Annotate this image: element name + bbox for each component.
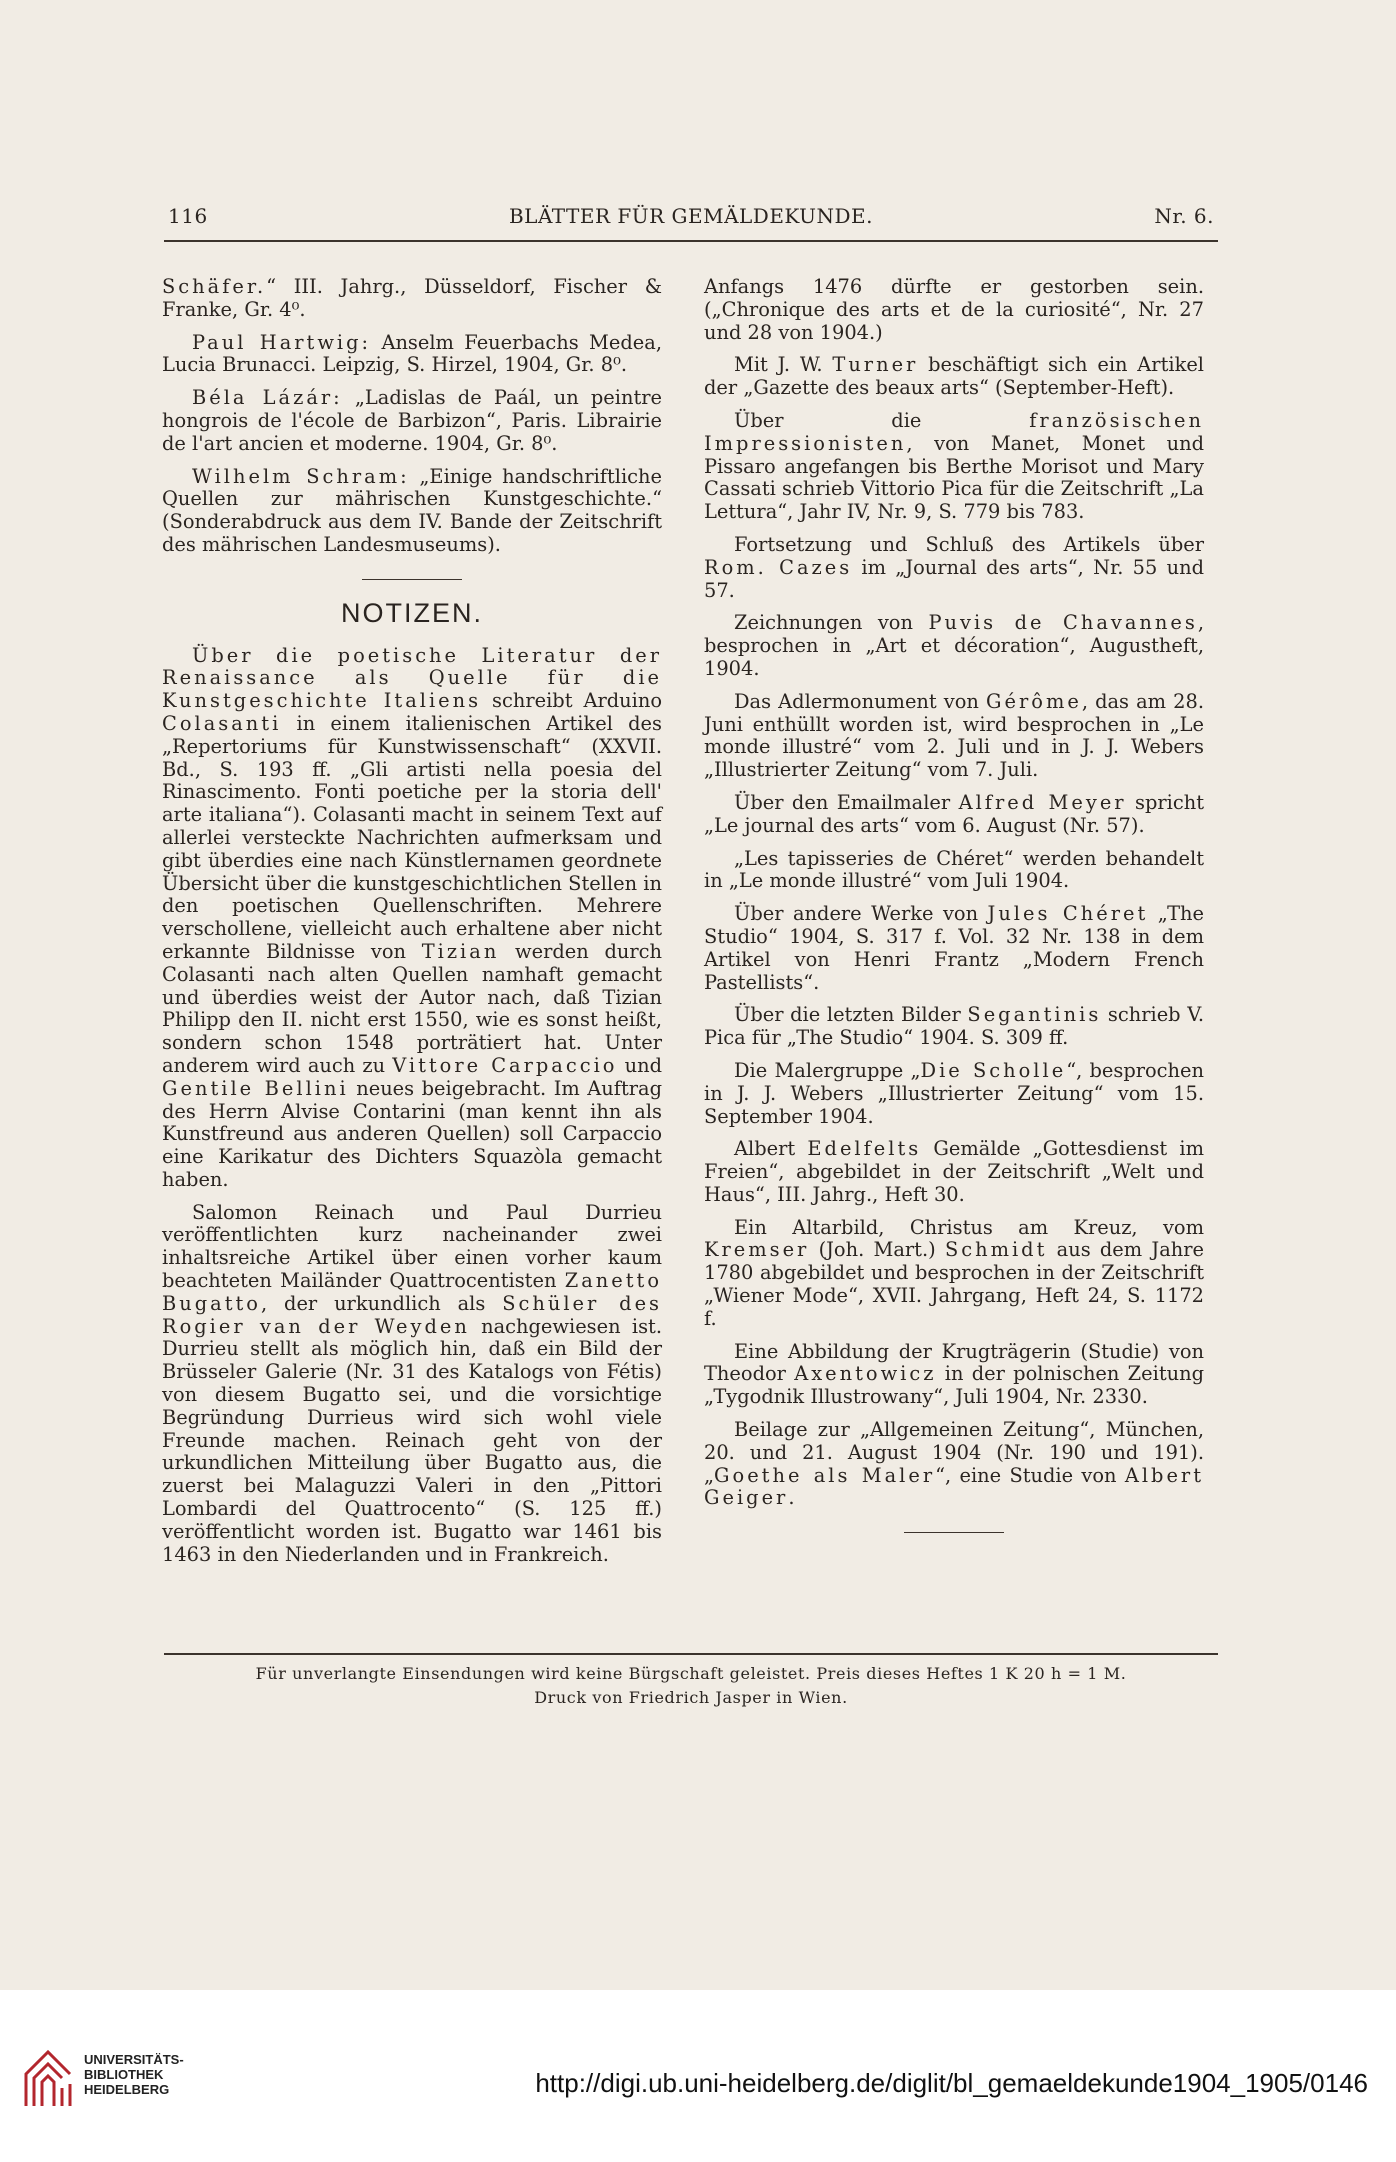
viewer-bottom-bar xyxy=(0,2040,1396,2162)
section-divider xyxy=(904,1532,1004,1533)
notice-paragraph: Die Malergruppe „Die Scholle“, besprochen in J. J. Webers „Illustrierter Zeitung“ vom 15. September 1904. xyxy=(704,1058,1204,1128)
notice-paragraph: Salomon Reinach und Paul Durrieu veröffentlichten kurz nacheinander zwei inhaltsreiche Artikel über einen vorher kaum beachteten Mailänder Quattrocentisten Zanetto Bugatto, der urkundlich als Schüler des Rogier van der Weyden nachgewiesen ist. Durrieu stellt als möglich hin, daß ein Bild der Brüsseler Galerie (Nr. 31 des Katalogs von Fétis) von diesem Bugatto sei, und die vorsichtige Begründung Durrieus wird sich wohl viele Freunde machen. Reinach geht von der urkundlichen Mitteilung über Bugatto aus, die zuerst bei Malaguzzi Valeri in den „Pittori Lombardi del Quattrocento“ (S. 125 ff.) veröffentlicht worden ist. Bugatto war 1461 bis 1463 in den Niederlanden und in Frankreich. xyxy=(162,1200,662,1566)
bibliography-entry: Wilhelm Schram: „Einige handschriftliche Quellen zur mährischen Kunstgeschichte.“ (Sonderabdruck aus dem IV. Bande der Zeitschrift des mährischen Landesmuseums). xyxy=(162,464,662,556)
section-divider xyxy=(362,579,462,580)
header-rule xyxy=(164,240,1218,242)
journal-title: BLÄTTER FÜR GEMÄLDEKUNDE. xyxy=(508,204,874,228)
notice-paragraph: Ein Altarbild, Christus am Kreuz, vom Kremser (Joh. Mart.) Schmidt aus dem Jahre 1780 abgebildet und besprochen in der Zeitschrift „Wiener Mode“, XVII. Jahrgang, Heft 24, S. 1172 f. xyxy=(704,1215,1204,1330)
bibliography-entry: Schäfer.“ III. Jahrg., Düsseldorf, Fischer & Franke, Gr. 4⁰. xyxy=(162,275,662,321)
notice-paragraph: Über andere Werke von Jules Chéret „The Studio“ 1904, S. 317 f. Vol. 32 Nr. 138 in dem Artikel von Henri Frantz „Modern French Pastellists“. xyxy=(704,902,1204,994)
page-header xyxy=(168,204,1214,238)
source-url-link[interactable]: http://digi.ub.uni-heidelberg.de/diglit/bl_gemaeldekunde1904_1905/0146 xyxy=(535,2068,1368,2098)
issue-number: Nr. 6. xyxy=(1154,204,1214,228)
section-heading: NOTIZEN. xyxy=(341,597,483,628)
notice-paragraph: Anfangs 1476 dürfte er gestorben sein. („Chronique des arts et de la curiosité“, Nr. 27 und 28 von 1904.) xyxy=(704,275,1204,344)
notice-paragraph: Über die letzten Bilder Segantinis schrieb V. Pica für „The Studio“ 1904. S. 309 ff. xyxy=(704,1003,1205,1050)
notice-paragraph: Über die poetische Literatur der Renaissance als Quelle für die Kunstgeschichte Italiens schreibt Arduino Colasanti in einem italienischen Artikel des „Repertoriums für Kunstwissenschaft“ (XXVII. Bd., S. 193 ff. „Gli artisti nella poesia del Rinascimento. Fonti poetiche per la storia dell' arte italiana“). Colasanti macht in seinem Text auf allerlei versteckte Nachrichten aufmerksam und gibt überdies eine nach Künstlernamen geordnete Übersicht über die kunstgeschichtlichen Stellen in den poetischen Quellenschriften. Mehrere verschollene, vielleicht auch erhaltene aber nicht erkannte Bildnisse von Tizian werden durch Colasanti nach alten Quellen namhaft gemacht und überdies weist der Autor nach, daß Tizian Philipp den II. nicht erst 1550, wie es sonst heißt, sondern schon 1548 porträtiert hat. Unter anderem wird auch zu Vittore Carpaccio und Gentile Bellini neues beigebracht. Im Auftrag des Herrn Alvise Contarini (man kennt ihn als Kunstfreund aus anderen Quellen) soll Carpaccio eine Karikatur des Dichters Squazòla gemacht haben. xyxy=(162,643,662,1191)
left-column xyxy=(162,276,662,1576)
notice-paragraph: Albert Edelfelts Gemälde „Gottesdienst im Freien“, abgebildet in der Zeitschrift „Welt und Haus“, III. Jahrg., Heft 30. xyxy=(704,1137,1204,1206)
page-number: 116 xyxy=(168,204,208,228)
notice-paragraph: „Les tapisseries de Chéret“ werden behandelt in „Le monde illustré“ vom Juli 1904. xyxy=(704,846,1204,893)
page-footer xyxy=(164,1662,1218,1710)
ub-heidelberg-logo-icon xyxy=(18,2044,78,2114)
notice-paragraph: Mit J. W. Turner beschäftigt sich ein Artikel der „Gazette des beaux arts“ (September-Heft). xyxy=(704,353,1205,400)
notice-paragraph: Zeichnungen von Puvis de Chavannes, besprochen in „Art et décoration“, Augustheft, 1904. xyxy=(704,611,1204,680)
notice-paragraph: Eine Abbildung der Krugträgerin (Studie) von Theodor Axentowicz in der polnischen Zeitung „Tygodnik Illustrowany“, Juli 1904, Nr. 2330. xyxy=(704,1339,1205,1409)
bibliography-entry: Paul Hartwig: Anselm Feuerbachs Medea, Lucia Brunacci. Leipzig, S. Hirzel, 1904, Gr. 8⁰. xyxy=(162,330,662,377)
notice-paragraph: Beilage zur „Allgemeinen Zeitung“, München, 20. und 21. August 1904 (Nr. 190 und 191). „Goethe als Maler“, eine Studie von Albert Geiger. xyxy=(704,1418,1204,1510)
footer-disclaimer: Für unverlangte Einsendungen wird keine Bürgschaft geleistet. Preis dieses Heftes 1 K 20 h = 1 M. xyxy=(255,1664,1127,1683)
notice-paragraph: Das Adlermonument von Gérôme, das am 28. Juni enthüllt worden ist, wird besprochen in „Le monde illustré“ vom 2. Juli und in J. J. Webers „Illustrierter Zeitung“ vom 7. Juli. xyxy=(704,689,1204,782)
notice-paragraph: Über die französischen Impressionisten, von Manet, Monet und Pissaro angefangen bis Berthe Morisot und Mary Cassati schrieb Vittorio Pica für die Zeitschrift „La Lettura“, Jahr IV, Nr. 9, S. 779 bis 783. xyxy=(704,408,1204,524)
library-name: UNIVERSITÄTS- BIBLIOTHEK HEIDELBERG xyxy=(84,2052,184,2097)
notice-paragraph: Fortsetzung und Schluß des Artikels über Rom. Cazes im „Journal des arts“, Nr. 55 und 57. xyxy=(704,532,1205,602)
footer-printer: Druck von Friedrich Jasper in Wien. xyxy=(534,1688,848,1707)
right-column xyxy=(704,276,1204,1555)
bibliography-entry: Béla Lázár: „Ladislas de Paál, un peintre hongrois de l'école de Barbizon“, Paris. Librairie de l'art ancien et moderne. 1904, Gr. 8⁰. xyxy=(162,386,662,455)
footer-rule xyxy=(164,1653,1218,1655)
notice-paragraph: Über den Emailmaler Alfred Meyer spricht „Le journal des arts“ vom 6. August (Nr. 57). xyxy=(704,790,1205,837)
